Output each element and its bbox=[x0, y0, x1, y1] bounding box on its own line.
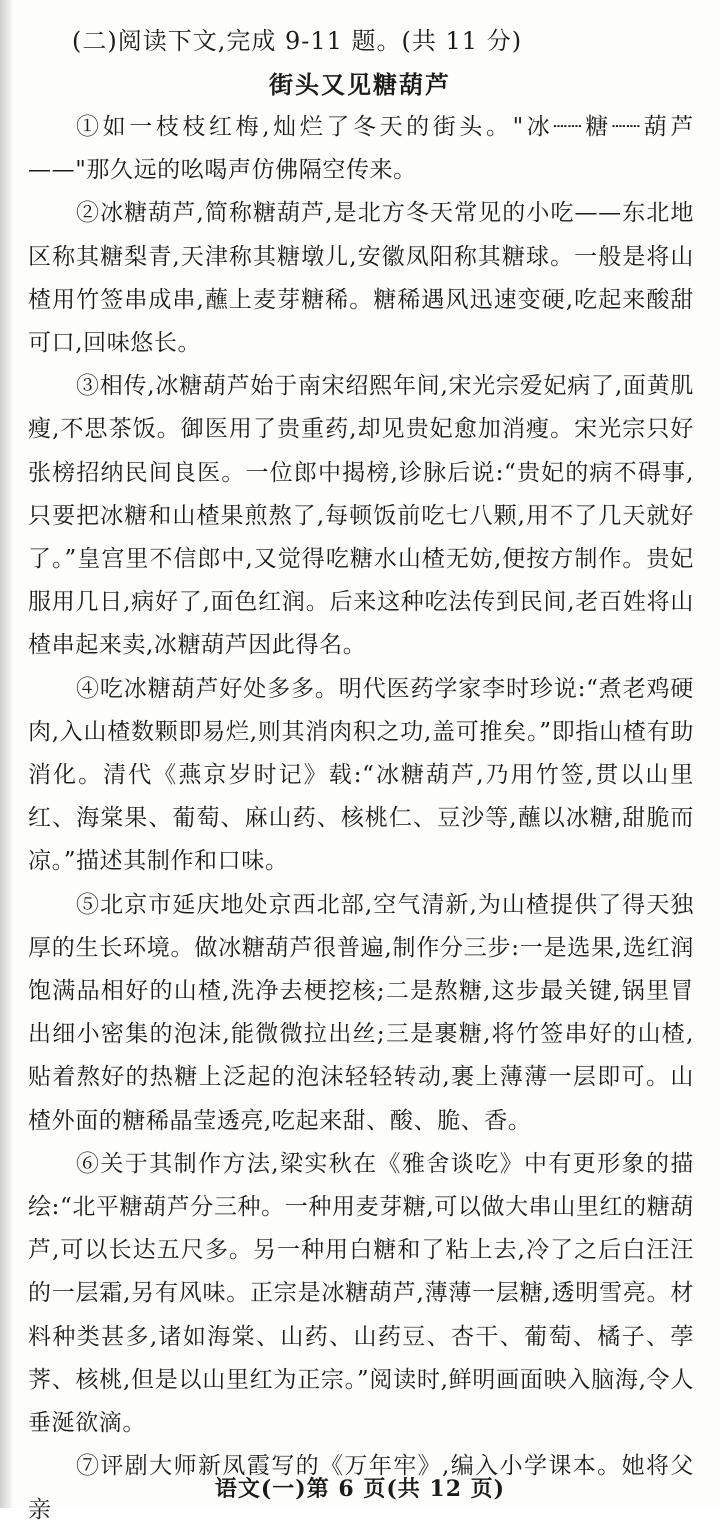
article-title: 街头又见糖葫芦 bbox=[269, 70, 451, 99]
page-footer: 语文(一)第 6 页(共 12 页) bbox=[214, 1476, 506, 1502]
paragraph-1: ①如一枝枝红梅,灿烂了冬天的街头。"冰┈┈糖┈┈葫芦——"那久远的吆喝声仿佛隔空传来。 bbox=[28, 114, 694, 184]
paragraph-5: ⑤北京市延庆地处京西北部,空气清新,为山楂提供了得天独厚的生长环境。做冰糖葫芦很普遍,制作分三步:一是选果,选红润饱满品相好的山楂,洗净去梗挖核;二是熬糖,这步最关键,锅里冒出细小密集的泡沫,能微微拉出丝;三是裹糖,将竹签串好的山楂,贴着熬好的热糖上泛起的泡沫轻轻转动,裹上薄薄一层即可。山楂外面的糖稀晶莹透亮,吃起来甜、酸、脆、香。 bbox=[28, 891, 694, 1134]
section-heading: (二)阅读下文,完成 9-11 题。(共 11 分) bbox=[72, 27, 523, 55]
paragraph-4: ④吃冰糖葫芦好处多多。明代医药学家李时珍说:“煮老鸡硬肉,入山楂数颗即易烂,则其消肉积之功,盖可推矣。”即指山楂有助消化。清代《燕京岁时记》载:“冰糖葫芦,乃用竹签,贯以山里红、海棠果、葡萄、麻山药、核桃仁、豆沙等,蘸以冰糖,甜脆而凉。”描述其制作和口味。 bbox=[28, 675, 694, 875]
paragraph-2: ②冰糖葫芦,简称糖葫芦,是北方冬天常见的小吃——东北地区称其糖梨青,天津称其糖墩儿,安徽凤阳称其糖球。一般是将山楂用竹签串成串,蘸上麦芽糖稀。糖稀遇风迅速变硬,吃起来酸甜可口,回味悠长。 bbox=[28, 200, 694, 357]
paragraph-3: ③相传,冰糖葫芦始于南宋绍熙年间,宋光宗爱妃病了,面黄肌瘦,不思茶饭。御医用了贵重药,却见贵妃愈加消瘦。宋光宗只好张榜招纳民间良医。一位郎中揭榜,诊脉后说:“贵妃的病不碍事,只要把冰糖和山楂果煎熬了,每顿饭前吃七八颗,用不了几天就好了。”皇宫里不信郎中,又觉得吃糖水山楂无妨,便按方制作。贵妃服用几日,病好了,面色红润。后来这种吃法传到民间,老百姓将山楂串起来卖,冰糖葫芦因此得名。 bbox=[28, 373, 694, 659]
paragraph-7: ⑦评剧大师新凤霞写的《万年牢》,编入小学课本。她将父亲 bbox=[28, 1453, 694, 1523]
article-body bbox=[28, 106, 694, 1532]
paragraph-6: ⑥关于其制作方法,梁实秋在《雅舍谈吃》中有更形象的描绘:“北平糖葫芦分三种。一种用麦芽糖,可以做大串山里红的糖葫芦,可以长达五尺多。另一种用白糖和了粘上去,冷了之后白汪汪的一层霜,另有风味。正宗是冰糖葫芦,薄薄一层糖,透明雪亮。材料种类甚多,诸如海棠、山药、山药豆、杏干、葡萄、橘子、荸荠、核桃,但是以山里红为正宗。”阅读时,鲜明画面映入脑海,令人垂涎欲滴。 bbox=[28, 1150, 694, 1437]
page-edge-shadow bbox=[0, 0, 14, 1508]
